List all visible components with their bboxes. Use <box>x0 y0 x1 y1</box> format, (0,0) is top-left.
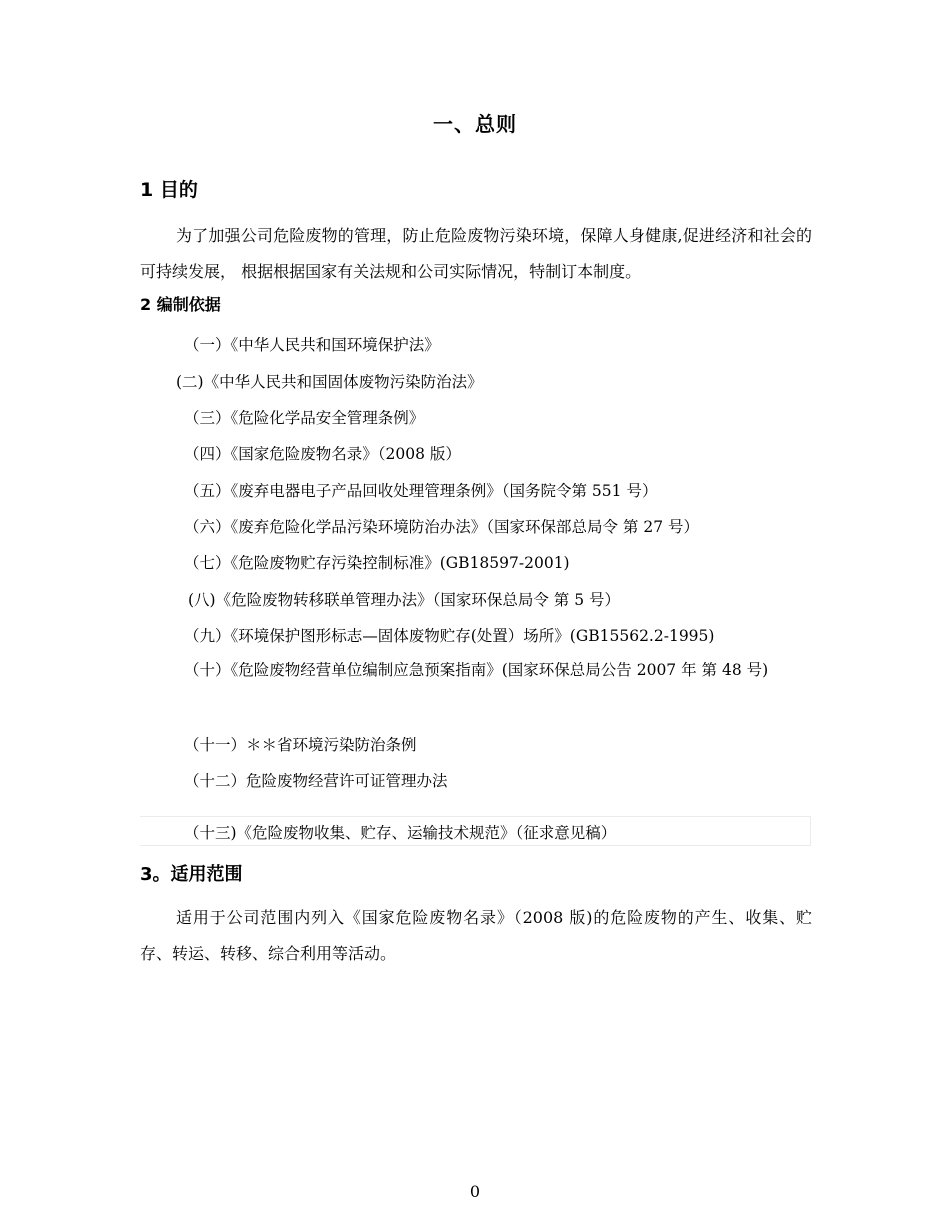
basis-item-3: （三）《危险化学品安全管理条例》 <box>184 409 425 427</box>
scope-paragraph: 适用于公司范围内列入《国家危险废物名录》（2008 版)的危险废物的产生、收集、贮存、转运、转移、综合利用等活动。 <box>140 908 812 963</box>
page-number: 0 <box>469 1182 481 1201</box>
basis-item-1: （一）《中华人民共和国环境保护法》 <box>184 336 440 354</box>
basis-item-9: （九）《环境保护图形标志—固体废物贮存(处置）场所》(GB15562.2-1995) <box>184 627 715 645</box>
basis-item-13-box <box>140 816 811 846</box>
purpose-paragraph: 为了加强公司危险废物的管理，防止危险废物污染环境，保障人身健康,促进经济和社会的可持续发展， 根据根据国家有关法规和公司实际情况，特制订本制度。 <box>140 226 812 281</box>
basis-item-11: （十一）＊＊省环境污染防治条例 <box>184 736 417 754</box>
basis-item-12: （十二）危险废物经营许可证管理办法 <box>184 772 448 790</box>
basis-item-7: （七）《危险废物贮存污染控制标准》(GB18597-2001) <box>184 554 570 572</box>
basis-item-8: (八)《危险废物转移联单管理办法》（国家环保总局令 第 5 号） <box>188 591 620 609</box>
basis-item-4: （四）《国家危险废物名录》（2008 版） <box>184 445 461 463</box>
basis-item-2: (二)《中华人民共和国固体废物污染防治法》 <box>176 373 483 391</box>
section-heading-basis: 2 编制依据 <box>140 295 221 314</box>
basis-item-5: （五）《废弃电器电子产品回收处理管理条例》（国务院令第 551 号） <box>184 482 658 500</box>
section-heading-purpose: 1 目的 <box>140 179 198 201</box>
basis-item-13: （十三)《危险废物收集、贮存、运输技术规范》（征求意见稿） <box>184 824 617 842</box>
basis-item-10: （十）《危险废物经营单位编制应急预案指南》(国家环保总局公告 2007 年 第 48 号) <box>184 661 769 679</box>
chapter-title: 一、总则 <box>433 112 517 136</box>
basis-item-6: （六）《废弃危险化学品污染环境防治办法》（国家环保部总局令 第 27 号） <box>184 518 700 536</box>
section-heading-scope: 3。适用范围 <box>140 864 243 885</box>
